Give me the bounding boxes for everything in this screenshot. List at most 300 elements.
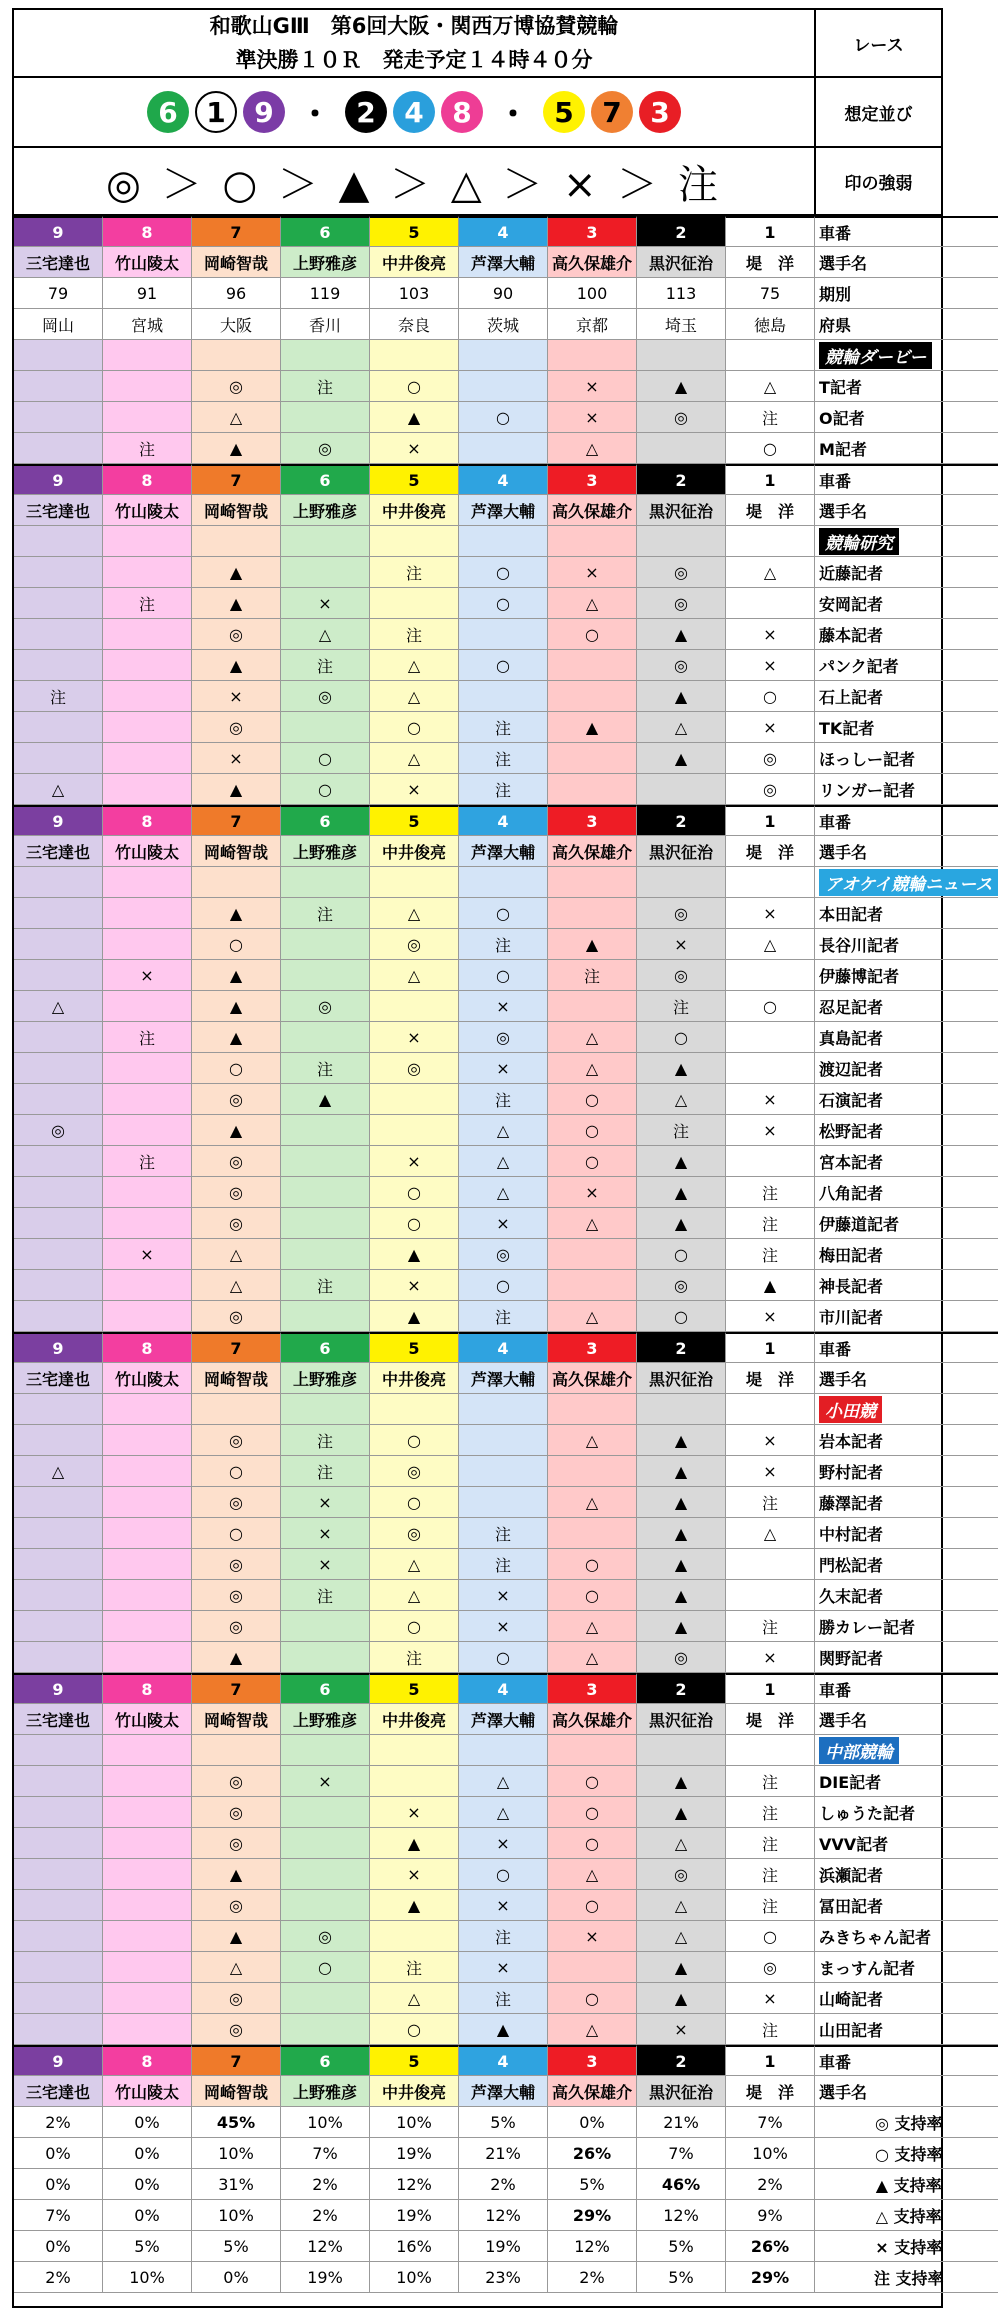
prediction-mark: △: [637, 712, 726, 743]
prediction-mark: [103, 1983, 192, 2014]
prediction-mark: ▲: [192, 960, 281, 991]
prediction-mark: 注: [459, 1301, 548, 1332]
prediction-mark: [370, 991, 459, 1022]
brand-row-cell: [103, 526, 192, 557]
prediction-mark: ○: [548, 1983, 637, 2014]
prediction-mark: ▲: [637, 1208, 726, 1239]
prediction-mark: △: [370, 1549, 459, 1580]
prediction-mark: [14, 1084, 103, 1115]
prediction-mark: [14, 960, 103, 991]
prediction-mark: [370, 1115, 459, 1146]
prediction-mark: [103, 898, 192, 929]
support-rate: 19%: [459, 2231, 548, 2262]
rider-prefecture: 香川: [281, 309, 370, 340]
support-rate: 5%: [192, 2231, 281, 2262]
rider-prefecture: 埼玉: [637, 309, 726, 340]
reporter-name: 藤本記者: [815, 619, 998, 650]
car-number-label: 車番: [815, 464, 998, 495]
prediction-mark: 注: [103, 433, 192, 464]
prediction-mark: [103, 1890, 192, 1921]
prediction-mark: 注: [459, 774, 548, 805]
prediction-mark: ○: [726, 991, 815, 1022]
car-number-9: 9: [14, 216, 103, 247]
prediction-mark: ◎: [637, 898, 726, 929]
prediction-mark: [726, 1146, 815, 1177]
rider-name: 中井俊亮: [370, 836, 459, 867]
prediction-mark: [14, 1921, 103, 1952]
prediction-mark: ○: [459, 1270, 548, 1301]
car-number-1: 1: [726, 216, 815, 247]
prediction-mark: [14, 1487, 103, 1518]
rider-name: 高久保雄介: [548, 2076, 637, 2107]
prediction-mark: 注: [459, 1921, 548, 1952]
brand-name: 小田競: [819, 1396, 882, 1423]
reporter-name: 石演記者: [815, 1084, 998, 1115]
prediction-mark: [103, 650, 192, 681]
car-number-label: 車番: [815, 1673, 998, 1704]
prediction-mark: △: [459, 1177, 548, 1208]
support-rate: 9%: [726, 2200, 815, 2231]
prediction-mark: ◎: [192, 1177, 281, 1208]
car-number-label: 車番: [815, 1332, 998, 1363]
prediction-mark: ○: [281, 774, 370, 805]
lineup-car-8: 8: [441, 91, 483, 133]
reporter-name: 近藤記者: [815, 557, 998, 588]
car-number-3: 3: [548, 2045, 637, 2076]
prediction-mark: △: [192, 402, 281, 433]
prediction-mark: ×: [459, 1890, 548, 1921]
prediction-mark: 注: [726, 1797, 815, 1828]
prediction-mark: [281, 1642, 370, 1673]
prediction-mark: ×: [726, 1084, 815, 1115]
support-rate: 19%: [370, 2200, 459, 2231]
prediction-mark: 注: [459, 743, 548, 774]
prediction-mark: ○: [370, 1487, 459, 1518]
brand-row-cell: [726, 1735, 815, 1766]
prediction-mark: ○: [459, 650, 548, 681]
prediction-mark: △: [370, 960, 459, 991]
prediction-mark: ×: [281, 588, 370, 619]
prediction-mark: ×: [726, 619, 815, 650]
support-rate: 12%: [370, 2169, 459, 2200]
car-number-3: 3: [548, 805, 637, 836]
brand-row-cell: [14, 1735, 103, 1766]
prediction-mark: [103, 743, 192, 774]
car-number-9: 9: [14, 805, 103, 836]
prediction-mark: ×: [459, 1952, 548, 1983]
reporter-name: 八角記者: [815, 1177, 998, 1208]
prediction-mark: △: [14, 991, 103, 1022]
prediction-mark: 注: [726, 1611, 815, 1642]
prediction-mark: [103, 1487, 192, 1518]
support-rate: 2%: [548, 2262, 637, 2293]
prediction-mark: ×: [548, 557, 637, 588]
prediction-mark: ○: [370, 1177, 459, 1208]
rider-name: 上野雅彦: [281, 1704, 370, 1735]
support-rate: 7%: [637, 2138, 726, 2169]
brand-row-cell: [548, 526, 637, 557]
prediction-mark: [103, 712, 192, 743]
rider-name: 高久保雄介: [548, 836, 637, 867]
reporter-name: T記者: [815, 371, 998, 402]
brand-row-cell: [637, 340, 726, 371]
prediction-mark: [14, 1766, 103, 1797]
prediction-mark: [103, 1084, 192, 1115]
car-number-label: 車番: [815, 2045, 998, 2076]
car-number-1: 1: [726, 1332, 815, 1363]
prediction-mark: [103, 1952, 192, 1983]
support-rate: 26%: [726, 2231, 815, 2262]
prediction-mark: △: [192, 1239, 281, 1270]
support-rate: 12%: [281, 2231, 370, 2262]
prediction-mark: ◎: [370, 1053, 459, 1084]
rider-name: 三宅達也: [14, 247, 103, 278]
reporter-name: リンガー記者: [815, 774, 998, 805]
prediction-mark: ×: [726, 1642, 815, 1673]
prediction-mark: 注: [726, 1239, 815, 1270]
lineup-car-6: 6: [147, 91, 189, 133]
prediction-mark: ×: [370, 1797, 459, 1828]
prediction-mark: ×: [192, 743, 281, 774]
rider-name: 岡崎智哉: [192, 2076, 281, 2107]
prediction-mark: △: [726, 557, 815, 588]
brand-row-cell: [281, 1394, 370, 1425]
prediction-mark: [14, 1301, 103, 1332]
prediction-mark: ▲: [192, 1859, 281, 1890]
prediction-mark: ×: [459, 1053, 548, 1084]
prediction-mark: ◎: [726, 1952, 815, 1983]
reporter-name: 宮本記者: [815, 1146, 998, 1177]
prediction-mark: ▲: [192, 991, 281, 1022]
rider-name-label: 選手名: [815, 1363, 998, 1394]
prediction-mark: ▲: [637, 1053, 726, 1084]
prediction-mark: [14, 1022, 103, 1053]
rider-name-label: 選手名: [815, 2076, 998, 2107]
prediction-mark: △: [726, 929, 815, 960]
prediction-mark: ×: [370, 1270, 459, 1301]
prediction-mark: 注: [726, 1177, 815, 1208]
brand-row-cell: [726, 1394, 815, 1425]
brand-row-cell: [726, 867, 815, 898]
prediction-mark: [281, 402, 370, 433]
prediction-mark: ◎: [192, 1890, 281, 1921]
support-rate: 2%: [14, 2107, 103, 2138]
brand-row-cell: [459, 1394, 548, 1425]
rider-name: 堤 洋: [726, 1363, 815, 1394]
reporter-name: 神長記者: [815, 1270, 998, 1301]
prediction-mark: ▲: [637, 1611, 726, 1642]
support-rate: 0%: [192, 2262, 281, 2293]
prediction-mark: [14, 371, 103, 402]
prediction-mark: 注: [548, 960, 637, 991]
prediction-mark: ◎: [637, 1270, 726, 1301]
brand-row-cell: [281, 526, 370, 557]
brand-row-cell: [14, 340, 103, 371]
prediction-mark: [103, 774, 192, 805]
car-number-4: 4: [459, 2045, 548, 2076]
support-rate: 19%: [281, 2262, 370, 2293]
car-number-6: 6: [281, 1673, 370, 1704]
lineup-block: [14, 78, 816, 146]
rider-name: 黒沢征治: [637, 2076, 726, 2107]
prediction-mark: ×: [281, 1487, 370, 1518]
support-rate: 10%: [192, 2200, 281, 2231]
car-number-1: 1: [726, 464, 815, 495]
prediction-mark: ◎: [637, 1859, 726, 1890]
prediction-mark: [14, 1890, 103, 1921]
prediction-mark: 注: [726, 402, 815, 433]
rider-name: 竹山陵太: [103, 1704, 192, 1735]
reporter-name: 門松記者: [815, 1549, 998, 1580]
prediction-mark: ▲: [192, 1921, 281, 1952]
car-number-9: 9: [14, 1673, 103, 1704]
brand-row-cell: [192, 340, 281, 371]
support-rate: 29%: [548, 2200, 637, 2231]
car-number-4: 4: [459, 464, 548, 495]
rider-name: 黒沢征治: [637, 836, 726, 867]
prediction-mark: [14, 433, 103, 464]
prediction-mark: [726, 960, 815, 991]
rider-period: 75: [726, 278, 815, 309]
prediction-mark: [14, 650, 103, 681]
prediction-mark: △: [370, 650, 459, 681]
prediction-mark: ◎: [192, 2014, 281, 2045]
reporter-name: O記者: [815, 402, 998, 433]
prediction-mark: ×: [459, 1580, 548, 1611]
prediction-mark: ▲: [370, 1890, 459, 1921]
brand-row-cell: [548, 1735, 637, 1766]
support-rate: 10%: [281, 2107, 370, 2138]
prediction-mark: [459, 1487, 548, 1518]
rider-name: 上野雅彦: [281, 247, 370, 278]
rider-name: 芦澤大輔: [459, 836, 548, 867]
brand-row-cell: [726, 526, 815, 557]
prediction-mark: [103, 1549, 192, 1580]
prediction-mark: 注: [637, 1115, 726, 1146]
reporter-name: 伊藤道記者: [815, 1208, 998, 1239]
car-number-1: 1: [726, 805, 815, 836]
car-number-5: 5: [370, 2045, 459, 2076]
prediction-mark: 注: [637, 991, 726, 1022]
rider-period: 119: [281, 278, 370, 309]
prediction-mark: [370, 1084, 459, 1115]
prediction-mark: △: [459, 1115, 548, 1146]
prediction-mark: [14, 929, 103, 960]
rider-name: 高久保雄介: [548, 247, 637, 278]
prediction-mark: [14, 2014, 103, 2045]
prediction-mark: ○: [192, 1053, 281, 1084]
prediction-mark: [103, 1859, 192, 1890]
prediction-mark: [103, 681, 192, 712]
support-rate: 7%: [281, 2138, 370, 2169]
support-rate: 5%: [637, 2262, 726, 2293]
prediction-mark: [281, 960, 370, 991]
prediction-mark: 注: [370, 1642, 459, 1673]
support-rate: 46%: [637, 2169, 726, 2200]
support-rate-label: ○ 支持率: [815, 2138, 998, 2169]
prediction-mark: [14, 1549, 103, 1580]
rider-name: 岡崎智哉: [192, 247, 281, 278]
prediction-mark: [281, 2014, 370, 2045]
prediction-mark: [548, 774, 637, 805]
prediction-mark: △: [548, 433, 637, 464]
brand-row-cell: [103, 1394, 192, 1425]
car-number-5: 5: [370, 1332, 459, 1363]
reporter-name: 本田記者: [815, 898, 998, 929]
prediction-mark: ◎: [637, 960, 726, 991]
prediction-mark: [459, 681, 548, 712]
prediction-mark: ▲: [637, 1425, 726, 1456]
brand-logo: [815, 340, 998, 371]
rider-name-label: 選手名: [815, 836, 998, 867]
car-number-9: 9: [14, 2045, 103, 2076]
prediction-mark: ×: [370, 1859, 459, 1890]
lineup-row: [14, 78, 941, 148]
reporter-name: 浜瀬記者: [815, 1859, 998, 1890]
rider-name: 中井俊亮: [370, 247, 459, 278]
support-rate-label: △ 支持率: [815, 2200, 998, 2231]
support-rate: 0%: [14, 2169, 103, 2200]
prediction-mark: [459, 371, 548, 402]
prediction-mark: [14, 1797, 103, 1828]
prediction-mark: ▲: [459, 2014, 548, 2045]
prediction-mark: [103, 1611, 192, 1642]
prediction-mark: [103, 1115, 192, 1146]
prediction-mark: [103, 1270, 192, 1301]
prediction-mark: [14, 1146, 103, 1177]
prediction-mark: ○: [370, 2014, 459, 2045]
prediction-mark: ×: [726, 1983, 815, 2014]
prediction-mark: [370, 588, 459, 619]
prediction-mark: [548, 1952, 637, 1983]
support-rate: 5%: [103, 2231, 192, 2262]
prediction-mark: 注: [14, 681, 103, 712]
reporter-name: DIE記者: [815, 1766, 998, 1797]
prediction-mark: △: [459, 1146, 548, 1177]
car-number-2: 2: [637, 464, 726, 495]
prediction-mark: 注: [459, 929, 548, 960]
prediction-mark: ×: [548, 1921, 637, 1952]
reporter-name: 渡辺記者: [815, 1053, 998, 1084]
prediction-mark: [14, 1208, 103, 1239]
prediction-mark: ×: [637, 2014, 726, 2045]
prediction-mark: [14, 588, 103, 619]
prediction-mark: ×: [548, 402, 637, 433]
support-rate: 23%: [459, 2262, 548, 2293]
marks-order: ◎ ＞ ○ ＞ ▲ ＞ △ ＞ × ＞ 注: [106, 161, 722, 208]
brand-row-cell: [637, 526, 726, 557]
prediction-mark: ▲: [637, 1766, 726, 1797]
prediction-mark: ▲: [192, 557, 281, 588]
prediction-mark: △: [548, 1022, 637, 1053]
prediction-mark: 注: [459, 1084, 548, 1115]
prediction-mark: ◎: [281, 1921, 370, 1952]
rider-name: 中井俊亮: [370, 495, 459, 526]
prediction-mark: [14, 1859, 103, 1890]
support-rate: 0%: [103, 2169, 192, 2200]
brand-row-cell: [459, 1735, 548, 1766]
support-rate: 2%: [281, 2169, 370, 2200]
brand-row-cell: [370, 526, 459, 557]
marks-block: [14, 148, 816, 214]
brand-row-cell: [192, 1735, 281, 1766]
prediction-mark: [14, 1642, 103, 1673]
rider-name: 三宅達也: [14, 836, 103, 867]
prediction-mark: ×: [726, 898, 815, 929]
car-number-7: 7: [192, 805, 281, 836]
rider-name: 上野雅彦: [281, 836, 370, 867]
prediction-mark: ×: [281, 1766, 370, 1797]
prediction-mark: [548, 898, 637, 929]
prediction-mark: [103, 1177, 192, 1208]
lineup-car-2: 2: [345, 91, 387, 133]
prediction-mark: ◎: [370, 1518, 459, 1549]
prediction-mark: 注: [281, 1425, 370, 1456]
prediction-mark: ◎: [192, 1797, 281, 1828]
prediction-mark: [281, 929, 370, 960]
rider-name: 芦澤大輔: [459, 247, 548, 278]
prediction-mark: [14, 1425, 103, 1456]
support-rate: 12%: [459, 2200, 548, 2231]
brand-row-cell: [192, 1394, 281, 1425]
car-number-7: 7: [192, 1332, 281, 1363]
prediction-mark: 注: [726, 1859, 815, 1890]
prediction-mark: [14, 1611, 103, 1642]
reporter-name: 藤澤記者: [815, 1487, 998, 1518]
prediction-mark: [637, 774, 726, 805]
prediction-mark: △: [637, 1921, 726, 1952]
brand-row-cell: [14, 1394, 103, 1425]
prediction-mark: 注: [281, 1456, 370, 1487]
prediction-mark: [103, 929, 192, 960]
prediction-mark: [14, 619, 103, 650]
prediction-mark: 注: [726, 2014, 815, 2045]
rider-name: 堤 洋: [726, 836, 815, 867]
reporter-name: パンク記者: [815, 650, 998, 681]
prediction-sheet: [12, 8, 993, 2308]
prediction-mark: △: [548, 1425, 637, 1456]
prediction-mark: [103, 1301, 192, 1332]
prediction-mark: [281, 1797, 370, 1828]
prediction-mark: ○: [548, 1890, 637, 1921]
reporter-name: 石上記者: [815, 681, 998, 712]
prediction-mark: △: [637, 1084, 726, 1115]
prediction-mark: [14, 1580, 103, 1611]
prediction-mark: ○: [637, 1022, 726, 1053]
brand-row-cell: [281, 1735, 370, 1766]
prediction-mark: ◎: [637, 557, 726, 588]
prediction-mark: 注: [459, 1518, 548, 1549]
rider-name: 三宅達也: [14, 1704, 103, 1735]
prediction-mark: 注: [370, 1952, 459, 1983]
reporter-name: 勝カレー記者: [815, 1611, 998, 1642]
rider-name: 高久保雄介: [548, 1363, 637, 1394]
prediction-mark: 注: [281, 371, 370, 402]
prediction-mark: [459, 1425, 548, 1456]
prediction-mark: [281, 712, 370, 743]
prediction-mark: ◎: [192, 1425, 281, 1456]
lineup-car-9: 9: [243, 91, 285, 133]
prediction-mark: ×: [637, 929, 726, 960]
prediction-mark: [103, 1456, 192, 1487]
prediction-mark: [14, 1828, 103, 1859]
rider-prefecture: 岡山: [14, 309, 103, 340]
prediction-mark: ▲: [637, 371, 726, 402]
prediction-mark: ▲: [548, 929, 637, 960]
race-title: 和歌山GⅢ 第6回大阪・関西万博協賛競輪: [209, 14, 619, 38]
prediction-mark: ▲: [637, 1580, 726, 1611]
rider-name: 芦澤大輔: [459, 495, 548, 526]
